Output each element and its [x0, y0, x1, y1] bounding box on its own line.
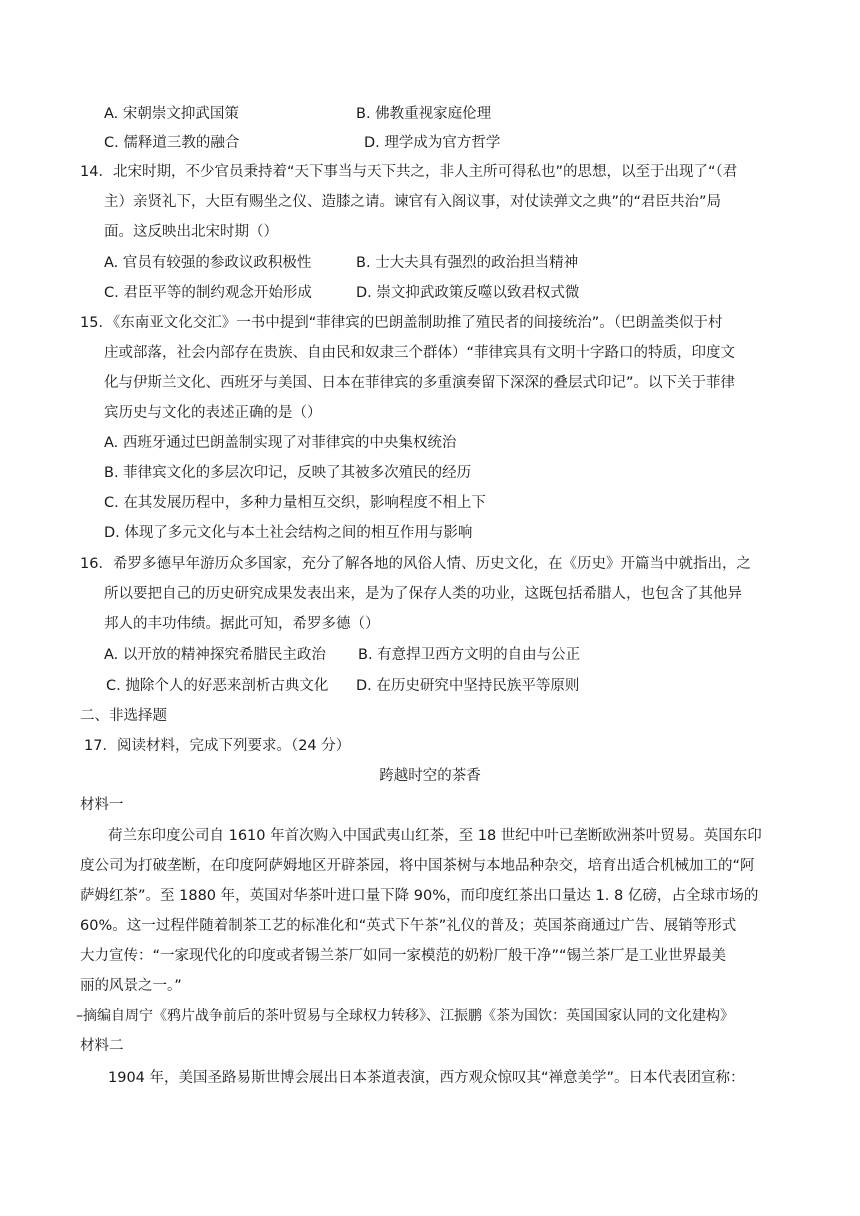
material-one-line3: 萨姆红茶”。至 1880 年，英国对华茶叶进口量下降 90%，而印度红茶出口量达 1. 8 亿磅，占全球市场的: [80, 888, 759, 904]
material-two-line1: 1904 年，美国圣路易斯世博会展出日本茶道表演，西方观众惊叹其“禅意美学”。日本代表团宣称：: [108, 1070, 745, 1086]
material-one-label: 材料一: [80, 797, 124, 813]
q13-option-a[interactable]: A. 宋朝崇文抑武国策: [104, 106, 239, 122]
q14-option-b[interactable]: B. 士大夫具有强烈的政治担当精神: [356, 255, 579, 271]
q15-stem-line2: 庄或部落，社会内部存在贵族、自由民和奴隶三个群体）“菲律宾具有文明十字路口的特质，印度文: [104, 345, 736, 361]
q16-option-d[interactable]: D. 在历史研究中坚持民族平等原则: [356, 678, 580, 694]
q14-stem-line3: 面。这反映出北宋时期（）: [104, 224, 278, 240]
q15-option-a[interactable]: A. 西班牙通过巴朗盖制实现了对菲律宾的中央集权统治: [104, 435, 457, 451]
q14-option-a[interactable]: A. 官员有较强的参政议政积极性: [104, 255, 312, 271]
q14-option-c[interactable]: C. 君臣平等的制约观念开始形成: [104, 285, 312, 301]
q13-option-d[interactable]: D. 理学成为官方哲学: [364, 135, 501, 151]
q13-option-c[interactable]: C. 儒释道三教的融合: [104, 135, 240, 151]
material-one-line4: 60%。这一过程伴随着制茶工艺的标准化和“英式下午茶”礼仪的普及；英国茶商通过广告、展销等形式: [80, 918, 737, 934]
material-two-label: 材料二: [80, 1038, 124, 1054]
material-one-line1: 荷兰东印度公司自 1610 年首次购入中国武夷山红茶，至 18 世纪中叶已垄断欧洲茶叶贸易。英国东印: [108, 828, 762, 844]
material-one-line6: 丽的风景之一。”: [80, 978, 182, 994]
q15-stem-line3: 化与伊斯兰文化、西班牙与美国、日本在菲律宾的多重演奏留下深深的叠层式印记”。以下关于菲律: [104, 375, 736, 391]
q16-stem-line1: 16．希罗多德早年游历众多国家，充分了解各地的风俗人情、历史文化，在《历史》开篇当中就指出，之: [80, 556, 751, 572]
q14-stem-line1: 14．北宋时期，不少官员秉持着“天下事当与天下共之，非人主所可得私也”的思想，以至于出现了“（君: [80, 164, 738, 180]
material-one-source: –摘编自周宁《鸦片战争前后的茶叶贸易与全球权力转移》、江振鹏《茶为国饮：英国国家认同的文化建构》: [76, 1008, 734, 1024]
section-heading: 二、非选择题: [80, 708, 167, 724]
q15-stem-line1: 15．《东南亚文化交汇》一书中提到“菲律宾的巴朗盖制助推了殖民者的间接统治”。（巴朗盖类似于村: [80, 315, 723, 331]
q15-option-c[interactable]: C. 在其发展历程中，多种力量相互交织，影响程度不相上下: [104, 495, 486, 511]
q14-stem-line2: 主）亲贤礼下，大臣有赐坐之仪、造膝之请。谏官有入阁议事，对仗读弹文之典”的“君臣共治”局: [104, 194, 722, 210]
material-one-line5: 大力宣传：“一家现代化的印度或者锡兰茶厂如同一家模范的奶粉厂般干净”“锡兰茶厂是工业世界最美: [80, 948, 727, 964]
q14-option-d[interactable]: D. 崇文抑武政策反噬以致君权式微: [356, 285, 580, 301]
q16-stem-line2: 所以要把自己的历史研究成果发表出来，是为了保存人类的功业，这既包括希腊人，也包含了其他异: [104, 586, 742, 602]
q16-option-b[interactable]: B. 有意捍卫西方文明的自由与公正: [358, 647, 581, 663]
q13-option-b[interactable]: B. 佛教重视家庭伦理: [356, 106, 492, 122]
q15-stem-line4: 宾历史与文化的表述正确的是（）: [104, 405, 322, 421]
q16-option-a[interactable]: A. 以开放的精神探究希腊民主政治: [104, 647, 326, 663]
q17-prompt: 17．阅读材料，完成下列要求。（24 分）: [84, 738, 351, 754]
q15-option-b[interactable]: B. 菲律宾文化的多层次印记，反映了其被多次殖民的经历: [104, 465, 472, 481]
q16-stem-line3: 邦人的丰功伟绩。据此可知，希罗多德（）: [104, 616, 380, 632]
material-one-line2: 度公司为打破垄断，在印度阿萨姆地区开辟茶园，将中国茶树与本地品种杂交，培育出适合机械加工的“阿: [80, 858, 755, 874]
q16-option-c[interactable]: C. 抛除个人的好恶来剖析古典文化: [106, 678, 329, 694]
q15-option-d[interactable]: D. 体现了多元文化与本土社会结构之间的相互作用与影响: [104, 525, 473, 541]
material-title: 跨越时空的茶香: [379, 768, 481, 784]
